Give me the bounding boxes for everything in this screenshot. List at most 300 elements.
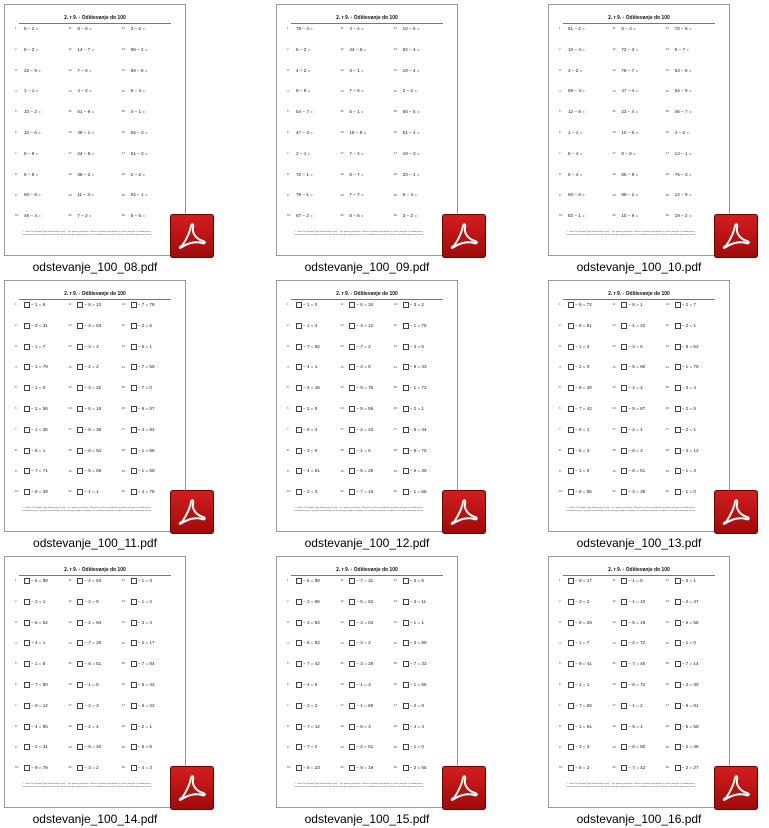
exercise-row <box>559 468 719 489</box>
exercise <box>287 192 340 213</box>
exercise-list <box>287 302 447 510</box>
exercise-text: 4 − 4 = <box>349 26 364 31</box>
exercise-number: 30 <box>665 489 669 494</box>
acrobat-swirl-icon <box>720 496 752 528</box>
exercise <box>612 661 665 682</box>
exercise-number: 19 <box>340 744 344 749</box>
exercise-text: − 1 = 7 <box>31 343 46 349</box>
answer-box <box>77 344 83 350</box>
file-name[interactable]: odstevanje_100_12.pdf <box>304 536 430 550</box>
answer-box <box>77 448 83 454</box>
exercise-text: − 9 = 41 <box>575 661 592 667</box>
exercise-number: 15 <box>612 385 616 390</box>
answer-box <box>77 489 83 495</box>
exercise-number: 16 <box>340 406 344 411</box>
answer-box <box>77 703 83 709</box>
exercise-number: 17 <box>68 427 72 432</box>
answer-box <box>403 364 409 370</box>
answer-box <box>403 682 409 688</box>
exercise-number: 2 <box>559 599 561 604</box>
exercise <box>559 344 612 365</box>
exercise-number: 19 <box>612 192 616 197</box>
exercise-number: 23 <box>121 67 125 72</box>
file-item-6[interactable] <box>544 280 734 552</box>
exercise-number: 1 <box>287 302 289 307</box>
pdf-file-icon <box>714 766 758 810</box>
exercise-text: 50 − 6 = <box>568 192 585 198</box>
exercise-number: 6 <box>15 682 17 687</box>
exercise <box>559 151 612 172</box>
exercise-text: 9 − 7 = <box>349 171 364 177</box>
exercise-number: 11 <box>340 26 344 31</box>
exercise-row <box>15 344 175 365</box>
exercise-text: − 1 = 2 <box>628 702 643 708</box>
exercise-number: 14 <box>612 88 616 93</box>
exercise-number: 13 <box>612 67 616 72</box>
exercise-text: − 2 = 51 <box>356 744 374 750</box>
exercise-row <box>559 744 719 765</box>
exercise <box>559 26 612 47</box>
title-divider <box>19 575 171 576</box>
exercise-text: 3 − 1 = <box>349 67 364 73</box>
answer-box <box>568 620 574 626</box>
exercise-number: 29 <box>121 192 125 197</box>
exercise-number: 19 <box>68 744 72 749</box>
exercise-text: 10 − 4 = <box>402 67 420 73</box>
exercise <box>666 364 719 385</box>
exercise-row <box>559 640 719 661</box>
exercise <box>666 172 719 193</box>
exercise-text: − 2 = 2 <box>303 702 318 708</box>
exercise <box>68 88 121 109</box>
exercise-text: 7 − 2 = <box>77 213 92 219</box>
exercise-number: 29 <box>665 468 669 473</box>
answer-box <box>77 682 83 688</box>
exercise <box>666 47 719 68</box>
exercise <box>559 724 612 745</box>
answer-box <box>349 344 355 350</box>
answer-box <box>24 323 30 329</box>
exercise-text: − 3 = 32 <box>84 385 102 391</box>
exercise-row <box>559 344 719 365</box>
exercise <box>612 151 665 172</box>
exercise-number: 21 <box>393 578 397 583</box>
exercise-number: 18 <box>68 447 72 452</box>
exercise-text: 9 − 7 = <box>674 46 689 52</box>
worksheet-title: 2. r 9. - Odštevanje do 100 <box>608 291 670 297</box>
exercise <box>15 448 68 469</box>
exercise-text: − 8 = 10 <box>84 302 102 307</box>
exercise-number: 14 <box>340 88 344 93</box>
exercise-text: − 1 = 68 <box>137 468 155 474</box>
exercise <box>394 47 447 68</box>
exercise-text: − 4 = 12 <box>356 322 374 328</box>
exercise <box>15 682 68 703</box>
exercise <box>287 151 340 172</box>
exercise-number: 18 <box>68 171 72 176</box>
file-name[interactable]: odstevanje_100_08.pdf <box>32 260 158 274</box>
exercise-text: − 7 = 2 <box>356 343 371 349</box>
exercise-text: − 1 = 1 <box>575 681 590 687</box>
exercise-text: − 1 = 5 <box>356 447 371 453</box>
exercise-number: 24 <box>393 640 397 645</box>
exercise-row <box>15 682 175 703</box>
exercise-number: 9 <box>559 744 561 749</box>
exercise <box>287 364 340 385</box>
exercise <box>68 302 121 323</box>
exercise-number: 27 <box>665 427 669 432</box>
exercise-number: 3 <box>287 619 289 624</box>
exercise-row <box>287 172 447 193</box>
exercise-list <box>15 26 175 234</box>
exercise-number: 29 <box>121 744 125 749</box>
exercise <box>15 427 68 448</box>
file-name[interactable]: odstevanje_100_09.pdf <box>304 260 430 274</box>
exercise-number: 2 <box>15 323 17 328</box>
exercise-row <box>287 68 447 89</box>
exercise-text: 5 − 4 = <box>402 192 417 198</box>
answer-box <box>77 427 83 433</box>
exercise-number: 30 <box>121 213 125 218</box>
exercise-text: − 3 = 4 <box>137 619 152 625</box>
exercise <box>68 599 121 620</box>
exercise-text: − 3 = 63 <box>84 322 102 328</box>
exercise <box>287 323 340 344</box>
file-item-4[interactable] <box>0 280 190 552</box>
exercise-text: − 8 = 51 <box>84 661 102 667</box>
exercise-text: 9 − 9 = <box>621 150 636 156</box>
answer-box <box>296 640 302 646</box>
answer-box <box>77 323 83 329</box>
exercise-row <box>287 109 447 130</box>
worksheet-footer: © Vilma Gril Pirotnik (http://www.mlinec.org) – Vse pravice pridržane. Delovni list lahko uporabljate za lastne potrebe. Preoblikovanje, razmnoževanje in prodaja niso dovoljeni brez pisnega soglasja avtorice. Za nadaljnjo uporabo se obrnite na lastnika spletnega mesta. <box>566 507 696 512</box>
exercise <box>666 302 719 323</box>
exercise-text: 12 − 8 = <box>568 109 585 115</box>
exercise <box>68 364 121 385</box>
file-name[interactable]: odstevanje_100_13.pdf <box>576 536 702 550</box>
exercise-number: 23 <box>665 619 669 624</box>
answer-box <box>621 323 627 329</box>
exercise-number: 13 <box>340 343 344 348</box>
exercise-text: − 5 = 90 <box>628 364 646 370</box>
exercise-number: 22 <box>121 599 125 604</box>
exercise-row <box>15 385 175 406</box>
answer-box <box>24 344 30 350</box>
answer-box <box>131 468 137 474</box>
exercise <box>394 109 447 130</box>
title-divider <box>19 299 171 300</box>
exercise-text: − 6 = 39 <box>31 489 48 495</box>
exercise-row <box>287 724 447 745</box>
exercise-number: 26 <box>121 130 125 135</box>
exercise <box>122 448 175 469</box>
exercise-number: 15 <box>68 661 72 666</box>
exercise-text: − 1 = 6 <box>575 468 590 474</box>
answer-box <box>675 489 681 495</box>
exercise-text: − 9 = 78 <box>31 765 48 771</box>
exercise <box>68 661 121 682</box>
exercise-number: 15 <box>68 109 72 114</box>
answer-box <box>24 703 30 709</box>
exercise <box>287 448 340 469</box>
answer-box <box>621 661 627 667</box>
exercise-number: 23 <box>121 619 125 624</box>
exercise <box>666 151 719 172</box>
exercise-text: 6 − 4 = <box>568 171 583 177</box>
exercise-list <box>559 578 719 786</box>
exercise-text: − 5 = 87 <box>628 405 646 411</box>
pdf-file-icon <box>442 214 486 258</box>
exercise-number: 28 <box>665 447 669 452</box>
exercise <box>15 385 68 406</box>
exercise-number: 6 <box>15 130 17 135</box>
exercise-text: 55 − 3 = <box>130 129 148 135</box>
exercise <box>559 620 612 641</box>
exercise-text: − 2 = 1 <box>681 322 696 328</box>
exercise-row <box>15 68 175 89</box>
exercise-text: − 2 = 1 <box>628 426 643 432</box>
answer-box <box>296 682 302 688</box>
exercise-number: 8 <box>559 171 561 176</box>
exercise-text: − 3 = 29 <box>356 661 374 667</box>
answer-box <box>131 599 137 605</box>
exercise <box>287 724 340 745</box>
exercise <box>287 344 340 365</box>
exercise-number: 23 <box>121 343 125 348</box>
exercise <box>15 744 68 765</box>
exercise-row <box>287 661 447 682</box>
exercise-text: − 2 = 1 <box>31 598 46 604</box>
file-name[interactable]: odstevanje_100_14.pdf <box>32 812 158 826</box>
exercise-number: 18 <box>340 171 344 176</box>
exercise-number: 12 <box>340 599 344 604</box>
worksheet-title: 2. r 9. - Odštevanje do 100 <box>336 567 398 573</box>
exercise <box>666 468 719 489</box>
exercise <box>287 578 340 599</box>
exercise-text: 79 − 4 = <box>296 26 313 31</box>
exercise-number: 8 <box>15 723 17 728</box>
exercise-text: − 3 = 31 <box>31 322 48 328</box>
answer-box <box>296 427 302 433</box>
exercise-text: − 3 = 4 <box>681 385 696 391</box>
exercise-text: − 4 = 3 <box>137 765 152 771</box>
exercise-text: − 4 = 0 <box>409 343 424 349</box>
exercise-text: − 4 = 15 <box>303 385 320 391</box>
exercise-row <box>287 427 447 448</box>
exercise-text: − 8 = 23 <box>303 765 320 771</box>
exercise <box>68 151 121 172</box>
exercise-number: 5 <box>287 109 289 114</box>
exercise-text: − 5 = 65 <box>84 468 102 474</box>
pdf-file-icon <box>442 766 486 810</box>
file-item-8[interactable] <box>272 556 462 828</box>
exercise-number: 21 <box>393 302 397 307</box>
answer-box <box>77 765 83 771</box>
answer-box <box>24 620 30 626</box>
exercise-text: − 3 = 2 <box>356 640 371 646</box>
answer-box <box>77 599 83 605</box>
exercise-number: 14 <box>612 364 616 369</box>
answer-box <box>621 489 627 495</box>
exercise-text: − 4 = 12 <box>681 447 699 453</box>
file-item-1[interactable] <box>0 4 190 276</box>
file-name[interactable]: odstevanje_100_15.pdf <box>304 812 430 826</box>
exercise-number: 28 <box>393 447 397 452</box>
exercise-text: − 2 = 56 <box>31 405 48 411</box>
exercise <box>612 744 665 765</box>
pdf-file-icon <box>170 490 214 534</box>
exercise <box>666 344 719 365</box>
answer-box <box>403 744 409 750</box>
exercise-number: 15 <box>612 109 616 114</box>
exercise <box>15 26 68 47</box>
exercise-text: − 1 = 8 <box>31 661 46 667</box>
exercise-number: 10 <box>15 489 19 494</box>
exercise-text: − 1 = 79 <box>31 364 48 370</box>
exercise-number: 12 <box>340 323 344 328</box>
exercise-text: − 9 = 17 <box>575 578 592 583</box>
exercise <box>612 385 665 406</box>
exercise <box>612 344 665 365</box>
exercise-text: 61 − 3 = <box>130 150 148 156</box>
exercise-number: 1 <box>559 578 561 583</box>
exercise-text: 66 − 5 = <box>402 109 420 115</box>
exercise <box>340 744 393 765</box>
exercise-number: 20 <box>340 213 344 218</box>
answer-box <box>675 385 681 391</box>
exercise-number: 19 <box>612 744 616 749</box>
exercise <box>340 26 393 47</box>
exercise <box>612 682 665 703</box>
exercise-number: 10 <box>15 765 19 770</box>
file-name[interactable]: odstevanje_100_11.pdf <box>33 536 157 550</box>
exercise-number: 27 <box>393 427 397 432</box>
exercise-number: 8 <box>287 447 289 452</box>
exercise <box>15 302 68 323</box>
exercise-text: 13 − 1 = <box>674 150 692 156</box>
exercise-text: 6 − 6 = <box>24 171 39 177</box>
answer-box <box>675 427 681 433</box>
exercise <box>394 578 447 599</box>
exercise-text: − 3 = 3 <box>84 343 99 349</box>
exercise-text: − 7 = 78 <box>137 302 155 307</box>
exercise-text: − 2 = 17 <box>137 640 155 646</box>
exercise-text: − 6 = 52 <box>31 619 48 625</box>
exercise <box>287 620 340 641</box>
exercise-text: − 1 = 2 <box>137 598 152 604</box>
acrobat-swirl-icon <box>176 220 208 252</box>
exercise <box>15 192 68 213</box>
exercise <box>394 68 447 89</box>
exercise-text: − 4 = 55 <box>31 723 48 729</box>
exercise <box>340 724 393 745</box>
exercise <box>122 599 175 620</box>
answer-box <box>621 682 627 688</box>
answer-box <box>568 682 574 688</box>
exercise-row <box>15 47 175 68</box>
exercise-number: 28 <box>665 723 669 728</box>
exercise-number: 2 <box>287 47 289 52</box>
answer-box <box>568 599 574 605</box>
exercise-number: 25 <box>393 109 397 114</box>
exercise-number: 7 <box>559 703 561 708</box>
answer-box <box>621 344 627 350</box>
answer-box <box>675 302 681 308</box>
exercise-number: 19 <box>340 468 344 473</box>
answer-box <box>621 703 627 709</box>
exercise-number: 21 <box>121 578 125 583</box>
exercise-text: − 7 = 16 <box>356 489 374 495</box>
file-name[interactable]: odstevanje_100_16.pdf <box>576 812 702 826</box>
exercise-text: − 1 = 0 <box>409 744 424 750</box>
exercise-row <box>15 323 175 344</box>
exercise <box>559 578 612 599</box>
file-item-7[interactable] <box>0 556 190 828</box>
exercise-text: − 5 = 88 <box>303 578 320 583</box>
answer-box <box>296 620 302 626</box>
exercise-number: 16 <box>340 682 344 687</box>
exercise-text: 8 − 4 = <box>568 150 583 156</box>
exercise-number: 18 <box>68 723 72 728</box>
exercise-number: 2 <box>15 47 17 52</box>
exercise <box>666 682 719 703</box>
exercise <box>68 109 121 130</box>
file-item-2[interactable] <box>272 4 462 276</box>
exercise-row <box>287 640 447 661</box>
exercise-text: 5 − 2 = <box>24 26 39 31</box>
worksheet-title: 2. r 9. - Odštevanje do 100 <box>608 567 670 573</box>
answer-box <box>568 578 574 584</box>
exercise <box>666 661 719 682</box>
exercise <box>68 47 121 68</box>
exercise <box>122 578 175 599</box>
exercise <box>287 703 340 724</box>
exercise-row <box>15 26 175 47</box>
exercise <box>559 406 612 427</box>
file-item-9[interactable] <box>544 556 734 828</box>
exercise-text: − 3 = 6 <box>409 578 424 583</box>
exercise-number: 22 <box>393 599 397 604</box>
exercise-row <box>559 364 719 385</box>
exercise-text: − 6 = 3 <box>628 447 643 453</box>
exercise-number: 30 <box>121 765 125 770</box>
answer-box <box>621 744 627 750</box>
file-item-3[interactable] <box>544 4 734 276</box>
exercise <box>612 703 665 724</box>
exercise <box>666 130 719 151</box>
answer-box <box>568 323 574 329</box>
exercise-text: − 1 = 98 <box>137 447 155 453</box>
exercise <box>612 364 665 385</box>
exercise <box>559 682 612 703</box>
file-item-5[interactable] <box>272 280 462 552</box>
exercise <box>666 724 719 745</box>
exercise-text: 4 − 2 = <box>296 67 311 73</box>
answer-box <box>403 344 409 350</box>
exercise-number: 28 <box>393 171 397 176</box>
exercise <box>394 385 447 406</box>
exercise-text: − 6 = 80 <box>628 744 646 750</box>
exercise-number: 1 <box>287 578 289 583</box>
answer-box <box>349 448 355 454</box>
exercise-number: 2 <box>559 323 561 328</box>
answer-box <box>568 765 574 771</box>
exercise-text: − 3 = 63 <box>356 619 374 625</box>
answer-box <box>24 448 30 454</box>
exercise-number: 8 <box>287 171 289 176</box>
file-name[interactable]: odstevanje_100_10.pdf <box>576 260 702 274</box>
exercise-text: − 5 = 62 <box>356 598 374 604</box>
